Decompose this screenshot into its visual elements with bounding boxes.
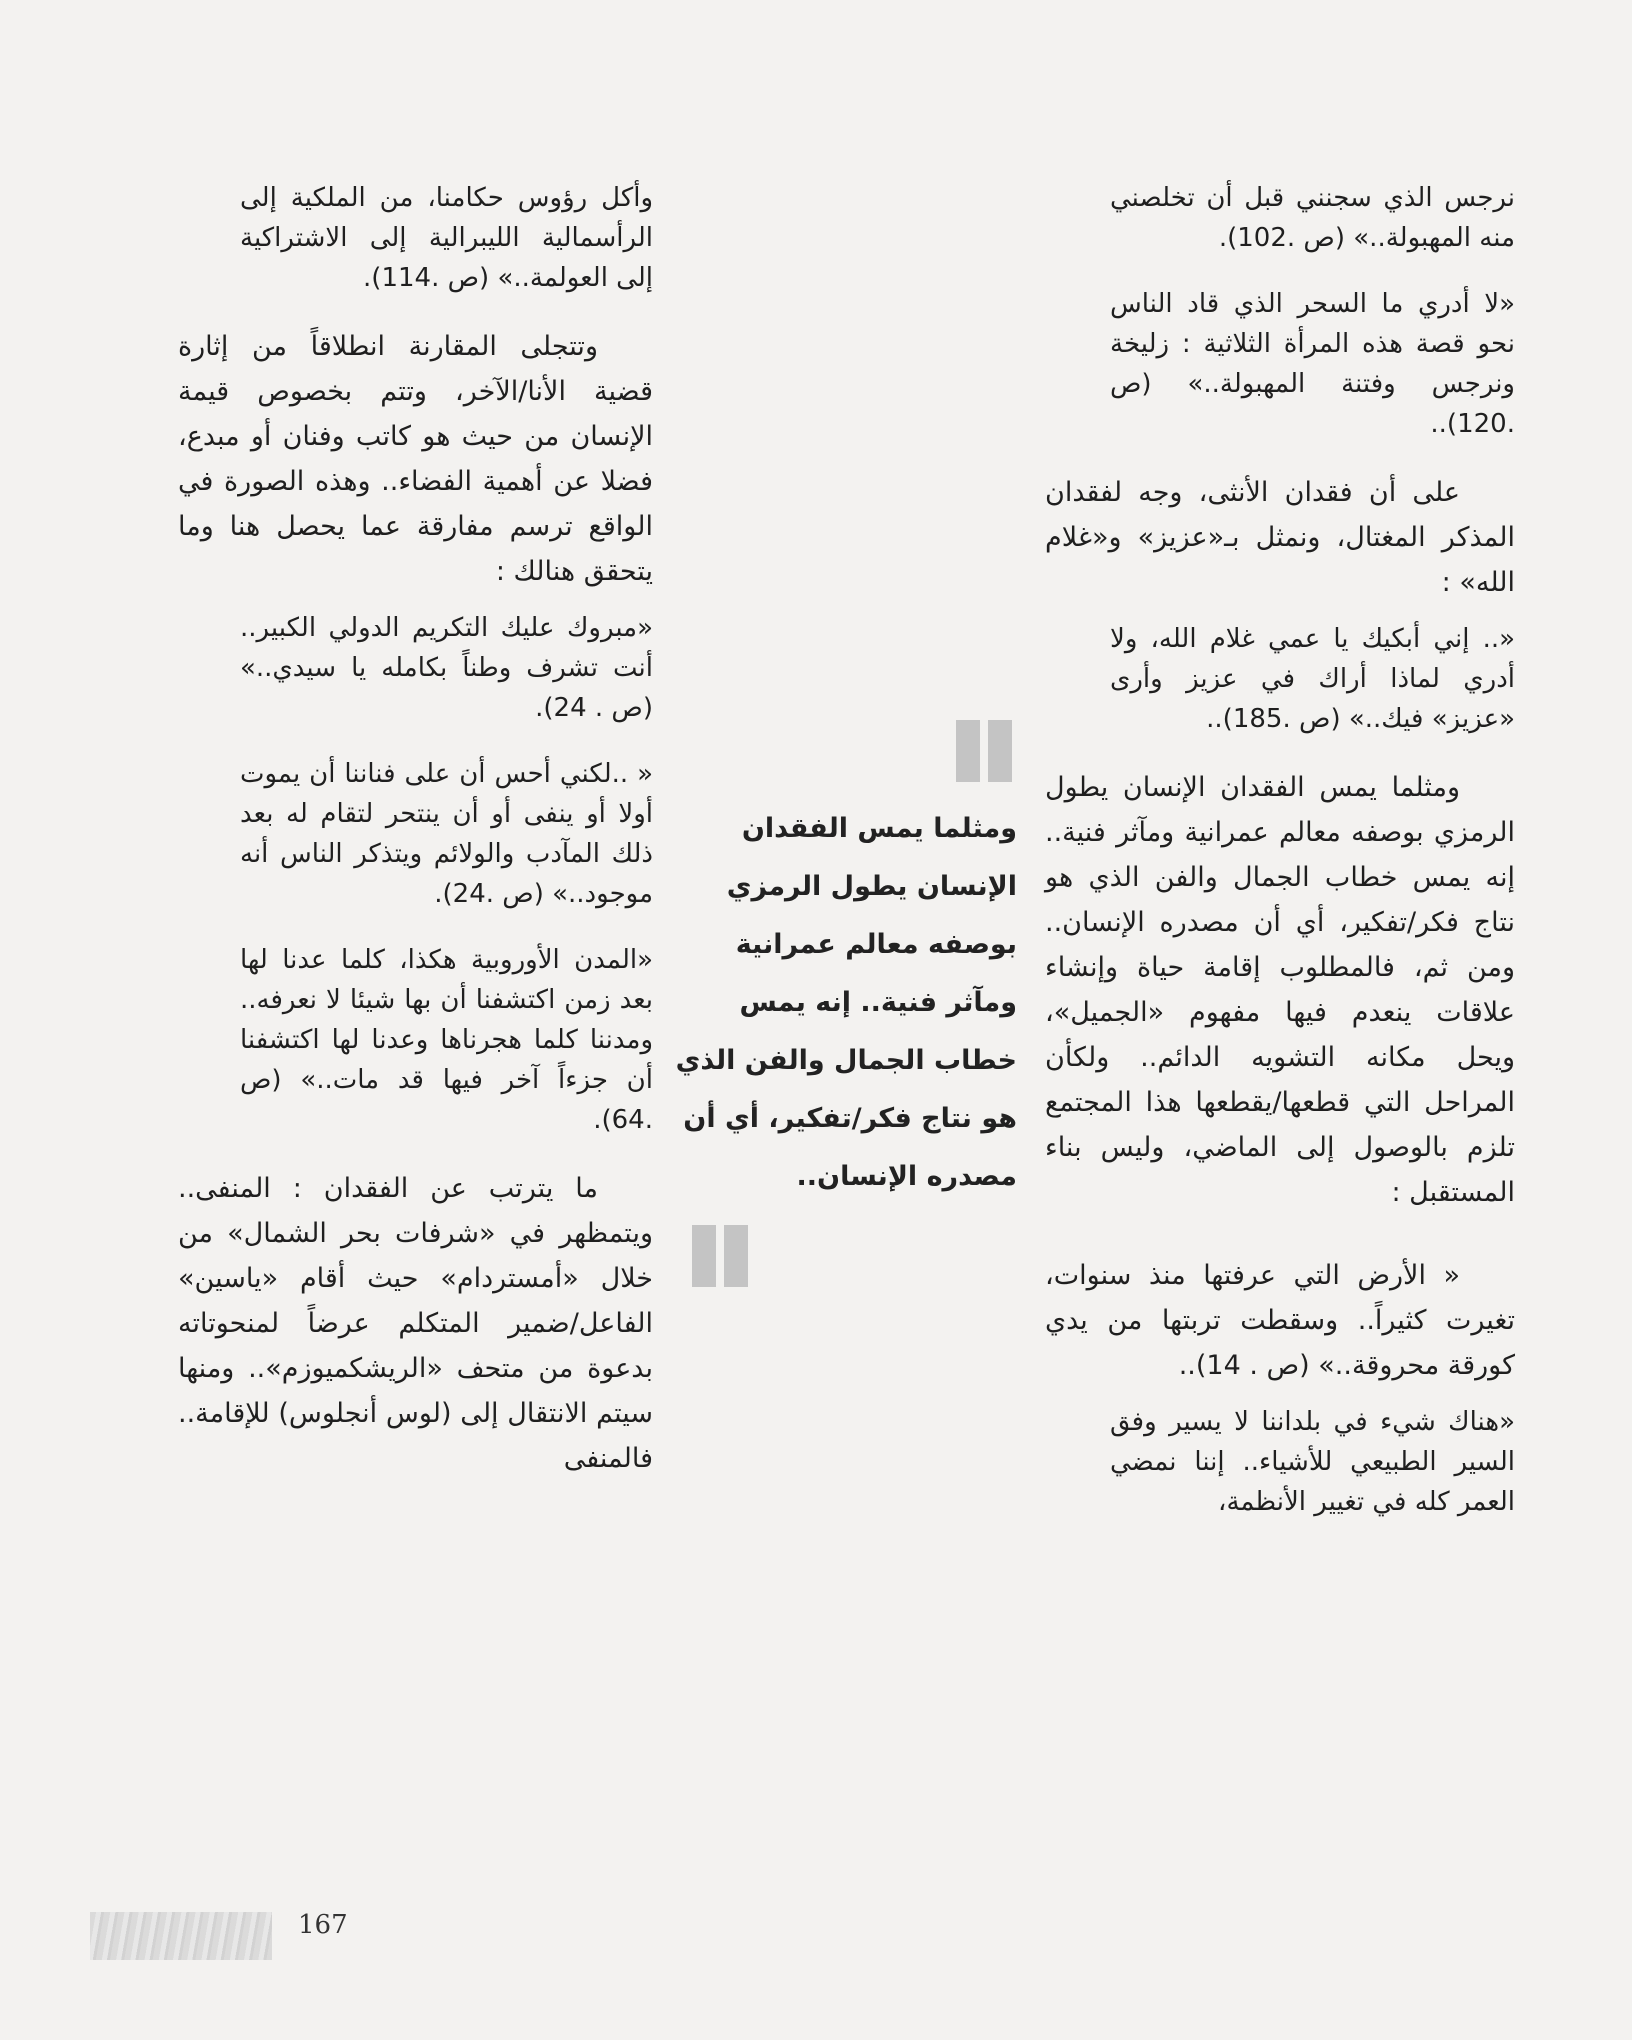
- body-paragraph: ما يترتب عن الفقدان : المنفى.. ويتمظهر في «شرفات بحر الشمال» من خلال «أمستردام» حيث أقام «ياسين» الفاعل/ضمير المتكلم عرضاً لمنحوتاته بدعوة من متحف «الريشكميوزم».. ومنها سيتم الانتقال إلى (لوس أنجلوس) للإقامة.. فالمنفى: [178, 1173, 653, 1474]
- pull-quote: ومثلما يمس الفقدان الإنسان يطول الرمزي بوصفه معالم عمرانية ومآثر فنية.. إنه يمس خطاب الجمال والفن الذي هو نتاج فكر/تفكير، أي أن مصدره الإنسان..: [675, 813, 1017, 1192]
- quote-block: «المدن الأوروبية هكذا، كلما عدنا لها بعد زمن اكتشفنا أن بها شيئا لا نعرفه.. ومدننا كلما هجرناها وعدنا لها اكتشفنا أن جزءاً آخر فيها قد مات..» (ص .64).: [240, 945, 653, 1135]
- body-paragraph: « الأرض التي عرفتها منذ سنوات، تغيرت كثيراً.. وسقطت تربتها من يدي كورقة محروقة..» (ص . 14)..: [1045, 1260, 1515, 1381]
- quote-block: «.. إني أبكيك يا عمي غلام الله، ولا أدري لماذا أراك في عزيز وأرى «عزيز» فيك..» (ص .185)..: [1110, 624, 1515, 734]
- quote-block: «لا أدري ما السحر الذي قاد الناس نحو قصة هذه المرأة الثلاثية : زليخة ونرجس وفتنة المهبولة..» (ص .120)..: [1110, 289, 1515, 439]
- quote-block: وأكل رؤوس حكامنا، من الملكية إلى الرأسمالية الليبرالية إلى الاشتراكية إلى العولمة..» (ص .114).: [240, 183, 653, 293]
- pull-quote-open-mark: [956, 720, 1012, 782]
- quote-block: «هناك شيء في بلداننا لا يسير وفق السير الطبيعي للأشياء.. إننا نمضي العمر كله في تغيير الأنظمة،: [1110, 1407, 1515, 1517]
- body-paragraph: ومثلما يمس الفقدان الإنسان يطول الرمزي بوصفه معالم عمرانية ومآثر فنية.. إنه يمس خطاب الجمال والفن الذي هو نتاج فكر/تفكير، أي أن مصدره الإنسان.. ومن ثم، فالمطلوب إقامة حياة وإنشاء علاقات ينعدم فيها مفهوم «الجميل»، ويحل مكانه التشويه الدائم.. ولكأن المراحل التي قطعها/يقطعها هذا المجتمع تلزم بالوصول إلى الماضي، وليس بناء المستقبل :: [1045, 772, 1515, 1208]
- right-column: [1045, 178, 1515, 1548]
- body-paragraph: وتتجلى المقارنة انطلاقاً من إثارة قضية الأنا/الآخر، وتتم بخصوص قيمة الإنسان من حيث هو كاتب وفنان أو مبدع، فضلا عن أهمية الفضاء.. وهذه الصورة في الواقع ترسم مفارقة عما يحصل هنا وما يتحقق هنالك :: [178, 331, 653, 587]
- quote-block: نرجس الذي سجنني قبل أن تخلصني منه المهبولة..» (ص .102).: [1110, 183, 1515, 253]
- quote-block: « ..لكني أحس أن على فناننا أن يموت أولا أو ينفى أو أن ينتحر لتقام له بعد ذلك المآدب والولائم ويتذكر الناس أنه موجود..» (ص .24).: [240, 759, 653, 909]
- pull-quote-close-mark: [692, 1225, 748, 1287]
- body-paragraph: على أن فقدان الأنثى، وجه لفقدان المذكر المغتال، ونمثل بـ«عزيز» و«غلام الله» :: [1045, 477, 1515, 598]
- quote-block: «مبروك عليك التكريم الدولي الكبير.. أنت تشرف وطناً بكامله يا سيدي..» (ص . 24).: [240, 613, 653, 723]
- left-column: [178, 178, 653, 1519]
- magazine-logo: [90, 1912, 272, 1960]
- page-number: 167: [298, 1910, 348, 1940]
